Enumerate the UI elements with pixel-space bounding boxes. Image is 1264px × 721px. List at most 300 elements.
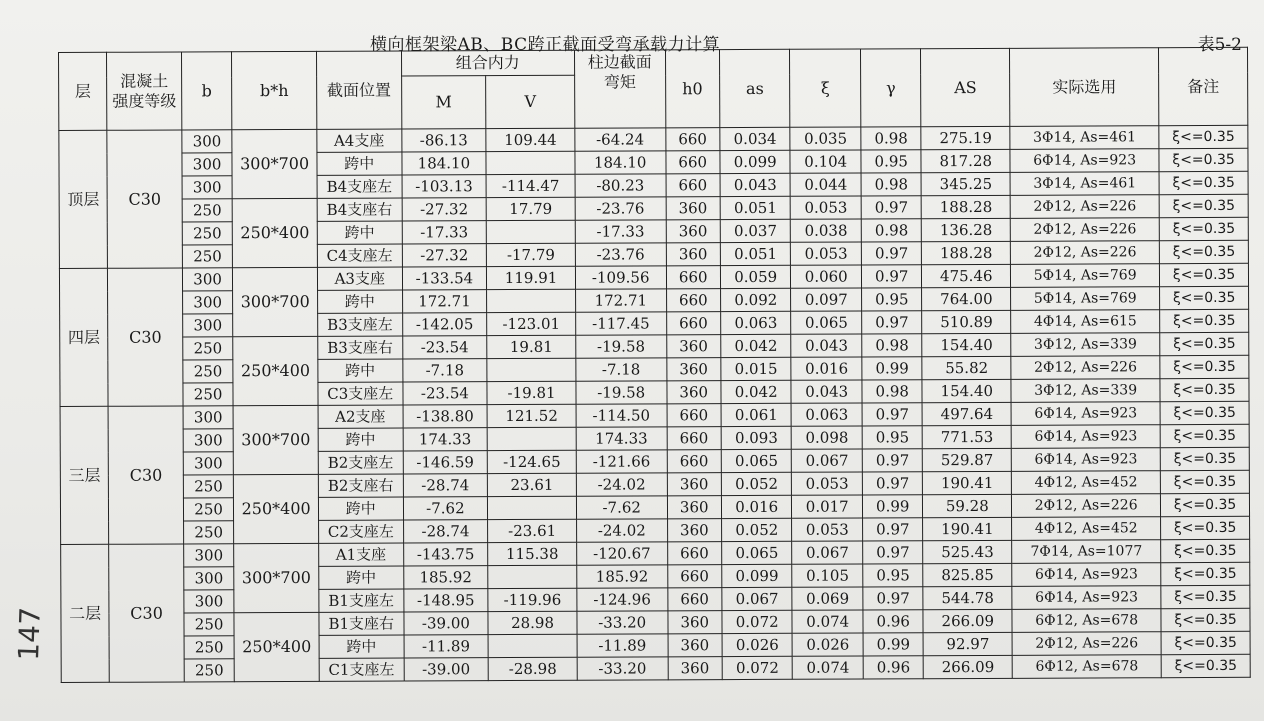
remark: ξ<=0.35 [1160, 355, 1249, 378]
column-edge-moment: -64.24 [575, 128, 666, 151]
as-value: 0.065 [722, 541, 793, 564]
section-position: B3支座右 [318, 336, 403, 359]
xi-value: 0.069 [792, 587, 863, 610]
xi-value: 0.060 [791, 265, 862, 288]
b-value: 250 [183, 498, 233, 521]
shear-V: 19.81 [487, 335, 576, 358]
actual-selection: 5Φ14, As=769 [1011, 287, 1160, 311]
as-value: 0.059 [720, 265, 791, 288]
shear-V: -23.61 [488, 519, 577, 542]
h0-value: 360 [666, 243, 721, 266]
column-edge-moment: -114.50 [576, 404, 667, 427]
h0-value: 660 [666, 266, 721, 289]
shear-V [487, 427, 576, 450]
moment-M: -23.54 [403, 382, 488, 405]
section-position: A2支座 [318, 405, 403, 428]
h0-value: 360 [666, 220, 721, 243]
as-value: 0.016 [721, 495, 792, 518]
header-gamma: γ [861, 49, 922, 127]
shear-V: -123.01 [487, 312, 576, 335]
b-value: 250 [183, 475, 233, 498]
header-layer: 层 [59, 52, 108, 130]
column-edge-moment: -121.66 [576, 450, 667, 473]
h0-value: 360 [668, 657, 723, 680]
gamma-value: 0.99 [863, 633, 924, 656]
actual-selection: 6Φ14, As=923 [1010, 149, 1159, 173]
shear-V [488, 565, 577, 588]
shear-V: -19.81 [487, 381, 576, 404]
remark: ξ<=0.35 [1161, 562, 1250, 585]
section-position: C3支座左 [318, 382, 403, 405]
AS-value: 497.64 [923, 402, 1012, 425]
AS-value: 275.19 [921, 126, 1010, 149]
xi-value: 0.074 [792, 610, 863, 633]
remark: ξ<=0.35 [1160, 332, 1249, 355]
section-position: B4支座左 [317, 175, 402, 198]
b-value: 250 [184, 613, 234, 636]
h0-value: 360 [667, 611, 722, 634]
shear-V: -28.98 [488, 657, 577, 680]
actual-selection: 2Φ12, As=226 [1010, 218, 1159, 242]
moment-M: -11.89 [404, 635, 489, 658]
layer-cell: 顶层 [59, 130, 108, 268]
as-value: 0.034 [720, 127, 791, 150]
h0-value: 660 [665, 151, 720, 174]
b-value: 300 [184, 567, 234, 590]
as-value: 0.052 [721, 518, 792, 541]
gamma-value: 0.99 [862, 357, 923, 380]
section-position: B1支座左 [319, 589, 404, 612]
h0-value: 360 [666, 335, 721, 358]
section-position: 跨中 [319, 635, 404, 658]
actual-selection: 6Φ14, As=923 [1012, 586, 1161, 610]
AS-value: 188.28 [922, 241, 1011, 264]
remark: ξ<=0.35 [1159, 217, 1248, 240]
header-h0: h0 [665, 50, 720, 128]
gamma-value: 0.97 [861, 242, 922, 265]
header-bh: b*h [232, 51, 317, 129]
header-internal-force: 组合内力 [401, 50, 574, 76]
gamma-value: 0.96 [863, 656, 924, 679]
layer-cell: 三层 [60, 406, 109, 544]
as-value: 0.092 [720, 288, 791, 311]
section-position: B3支座左 [318, 313, 403, 336]
remark: ξ<=0.35 [1161, 516, 1250, 539]
shear-V [488, 634, 577, 657]
as-value: 0.093 [721, 426, 792, 449]
remark: ξ<=0.35 [1161, 608, 1250, 631]
moment-M: -17.33 [402, 221, 487, 244]
shear-V [487, 358, 576, 381]
column-edge-moment: -80.23 [575, 174, 666, 197]
AS-value: 544.78 [923, 586, 1012, 609]
b-value: 300 [184, 544, 234, 567]
bh-cell: 300*700 [234, 543, 319, 612]
actual-selection: 2Φ12, As=226 [1010, 241, 1159, 265]
moment-M: -133.54 [402, 267, 487, 290]
gamma-value: 0.98 [861, 219, 922, 242]
xi-value: 0.105 [792, 564, 863, 587]
h0-value: 360 [667, 519, 722, 542]
AS-value: 188.28 [922, 195, 1011, 218]
remark: ξ<=0.35 [1160, 286, 1249, 309]
b-value: 250 [184, 636, 234, 659]
section-position: B1支座右 [319, 612, 404, 635]
xi-value: 0.098 [792, 426, 863, 449]
xi-value: 0.016 [791, 357, 862, 380]
header-grade-text: 混凝土 强度等级 [112, 71, 177, 111]
header-M: M [401, 76, 486, 129]
moment-M: -23.54 [402, 336, 487, 359]
moment-M: -142.05 [402, 313, 487, 336]
remark: ξ<=0.35 [1160, 401, 1249, 424]
header-b: b [181, 52, 232, 130]
remark: ξ<=0.35 [1160, 263, 1249, 286]
b-value: 300 [183, 452, 233, 475]
section-position: C1支座左 [319, 658, 404, 681]
layer-cell: 二层 [61, 544, 110, 682]
as-value: 0.026 [722, 633, 793, 656]
gamma-value: 0.95 [862, 288, 923, 311]
actual-selection: 6Φ12, As=678 [1012, 655, 1161, 679]
actual-selection: 6Φ14, As=923 [1011, 402, 1160, 426]
remark: ξ<=0.35 [1159, 125, 1248, 148]
AS-value: 190.41 [923, 471, 1012, 494]
remark: ξ<=0.35 [1161, 631, 1250, 654]
section-position: B2支座左 [318, 451, 403, 474]
b-value: 300 [182, 153, 232, 176]
column-edge-moment: -11.89 [577, 634, 668, 657]
b-value: 300 [183, 406, 233, 429]
gamma-value: 0.97 [862, 449, 923, 472]
column-edge-moment: -109.56 [575, 266, 666, 289]
remark: ξ<=0.35 [1161, 585, 1250, 608]
remark: ξ<=0.35 [1160, 424, 1249, 447]
gamma-value: 0.97 [862, 472, 923, 495]
column-edge-moment: 185.92 [577, 565, 668, 588]
moment-M: 184.10 [402, 152, 487, 175]
column-edge-moment: 174.33 [576, 427, 667, 450]
xi-value: 0.097 [791, 288, 862, 311]
gamma-value: 0.95 [861, 150, 922, 173]
header-AS: AS [921, 48, 1010, 126]
section-position: C2支座左 [318, 520, 403, 543]
b-value: 250 [183, 360, 233, 383]
column-edge-moment: 172.71 [575, 289, 666, 312]
actual-selection: 3Φ12, As=339 [1011, 379, 1160, 403]
column-edge-moment: -33.20 [577, 611, 668, 634]
remark: ξ<=0.35 [1161, 654, 1250, 677]
xi-value: 0.104 [790, 150, 861, 173]
xi-value: 0.053 [792, 472, 863, 495]
as-value: 0.015 [721, 357, 792, 380]
column-edge-moment: -117.45 [576, 312, 667, 335]
shear-V [488, 496, 577, 519]
bh-cell: 300*700 [232, 129, 317, 198]
actual-selection: 6Φ12, As=678 [1012, 609, 1161, 633]
xi-value: 0.043 [791, 334, 862, 357]
h0-value: 660 [665, 128, 720, 151]
xi-value: 0.053 [791, 242, 862, 265]
gamma-value: 0.97 [863, 587, 924, 610]
moment-M: 174.33 [403, 428, 488, 451]
shear-V: 28.98 [488, 611, 577, 634]
h0-value: 660 [666, 312, 721, 335]
gamma-value: 0.97 [861, 265, 922, 288]
column-edge-moment: -7.18 [576, 358, 667, 381]
column-edge-moment: -24.02 [576, 473, 667, 496]
AS-value: 510.89 [922, 310, 1011, 333]
b-value: 300 [182, 176, 232, 199]
shear-V: 115.38 [488, 542, 577, 565]
as-value: 0.065 [721, 449, 792, 472]
remark: ξ<=0.35 [1159, 171, 1248, 194]
bh-cell: 300*700 [233, 405, 318, 474]
as-value: 0.051 [720, 242, 791, 265]
xi-value: 0.067 [792, 541, 863, 564]
column-edge-moment: -23.76 [575, 197, 666, 220]
b-value: 300 [184, 590, 234, 613]
as-value: 0.051 [720, 196, 791, 219]
actual-selection: 3Φ12, As=339 [1011, 333, 1160, 357]
xi-value: 0.074 [793, 656, 864, 679]
section-position: 跨中 [317, 290, 402, 313]
h0-value: 360 [666, 381, 721, 404]
concrete-grade-cell: C30 [107, 130, 182, 268]
h0-value: 360 [667, 473, 722, 496]
column-edge-moment: -17.33 [575, 220, 666, 243]
column-edge-moment: -24.02 [576, 519, 667, 542]
remark: ξ<=0.35 [1159, 148, 1248, 171]
as-value: 0.099 [722, 564, 793, 587]
h0-value: 660 [666, 174, 721, 197]
shear-V: -17.79 [487, 243, 576, 266]
section-position: A3支座 [317, 267, 402, 290]
xi-value: 0.035 [790, 127, 861, 150]
actual-selection: 3Φ14, As=461 [1010, 126, 1159, 150]
header-column-moment-text: 柱边截面 弯矩 [587, 52, 652, 92]
gamma-value: 0.98 [861, 173, 922, 196]
section-position: B4支座右 [317, 198, 402, 221]
remark: ξ<=0.35 [1161, 470, 1250, 493]
moment-M: -28.74 [403, 474, 488, 497]
h0-value: 660 [667, 565, 722, 588]
b-value: 300 [182, 130, 232, 153]
shear-V: 23.61 [488, 473, 577, 496]
shear-V: 121.52 [487, 404, 576, 427]
AS-value: 154.40 [922, 333, 1011, 356]
moment-M: -103.13 [402, 175, 487, 198]
actual-selection: 3Φ14, As=461 [1010, 172, 1159, 196]
header-section: 截面位置 [316, 51, 401, 129]
gamma-value: 0.98 [862, 380, 923, 403]
b-value: 300 [183, 314, 233, 337]
h0-value: 360 [666, 358, 721, 381]
b-value: 300 [182, 268, 232, 291]
b-value: 250 [183, 337, 233, 360]
h0-value: 660 [667, 450, 722, 473]
as-value: 0.042 [721, 334, 792, 357]
gamma-value: 0.95 [862, 426, 923, 449]
remark: ξ<=0.35 [1161, 539, 1250, 562]
shear-V [486, 220, 575, 243]
remark: ξ<=0.35 [1159, 194, 1248, 217]
as-value: 0.042 [721, 380, 792, 403]
moment-M: -28.74 [403, 520, 488, 543]
AS-value: 475.46 [922, 264, 1011, 287]
actual-selection: 4Φ12, As=452 [1012, 517, 1161, 541]
AS-value: 154.40 [922, 379, 1011, 402]
gamma-value: 0.97 [862, 311, 923, 334]
section-position: A4支座 [317, 129, 402, 152]
gamma-value: 0.99 [862, 495, 923, 518]
h0-value: 360 [667, 496, 722, 519]
header-remark: 备注 [1159, 47, 1248, 125]
moment-M: 172.71 [402, 290, 487, 313]
table-body [59, 125, 1250, 682]
moment-M: -138.80 [403, 405, 488, 428]
h0-value: 360 [668, 634, 723, 657]
header-as: as [719, 49, 790, 127]
AS-value: 190.41 [923, 517, 1012, 540]
xi-value: 0.065 [791, 311, 862, 334]
shear-V: -119.96 [488, 588, 577, 611]
section-position: B2支座右 [318, 474, 403, 497]
moment-M: -7.62 [403, 497, 488, 520]
column-edge-moment: -120.67 [577, 542, 668, 565]
remark: ξ<=0.35 [1160, 447, 1249, 470]
section-position: 跨中 [318, 359, 403, 382]
shear-V [486, 151, 575, 174]
b-value: 300 [183, 429, 233, 452]
shear-V: 119.91 [487, 266, 576, 289]
h0-value: 660 [666, 289, 721, 312]
gamma-value: 0.97 [861, 196, 922, 219]
bh-cell: 250*400 [234, 612, 319, 681]
b-value: 250 [183, 383, 233, 406]
section-position: A1支座 [319, 543, 404, 566]
xi-value: 0.044 [791, 173, 862, 196]
column-edge-moment: 184.10 [575, 151, 666, 174]
header-actual-selection: 实际选用 [1010, 48, 1159, 127]
xi-value: 0.053 [792, 518, 863, 541]
section-position: 跨中 [317, 221, 402, 244]
AS-value: 825.85 [923, 563, 1012, 586]
gamma-value: 0.97 [863, 541, 924, 564]
section-position: C4支座左 [317, 244, 402, 267]
section-position: 跨中 [318, 428, 403, 451]
column-edge-moment: -7.62 [576, 496, 667, 519]
shear-V: -124.65 [487, 450, 576, 473]
bh-cell: 300*700 [233, 267, 318, 336]
column-edge-moment: -19.58 [576, 335, 667, 358]
as-value: 0.063 [721, 311, 792, 334]
table-number: 表5-2 [1197, 35, 1242, 55]
remark: ξ<=0.35 [1160, 378, 1249, 401]
h0-value: 660 [667, 542, 722, 565]
as-value: 0.043 [720, 173, 791, 196]
xi-value: 0.043 [791, 380, 862, 403]
bh-cell: 250*400 [233, 336, 318, 405]
actual-selection: 2Φ12, As=226 [1012, 494, 1161, 518]
concrete-grade-cell: C30 [109, 544, 184, 682]
moment-M: 185.92 [403, 566, 488, 589]
AS-value: 136.28 [922, 218, 1011, 241]
remark: ξ<=0.35 [1161, 493, 1250, 516]
AS-value: 55.82 [922, 356, 1011, 379]
b-value: 250 [182, 222, 232, 245]
header-xi: ξ [790, 49, 861, 127]
gamma-value: 0.98 [862, 334, 923, 357]
b-value: 250 [183, 521, 233, 544]
gamma-value: 0.97 [862, 403, 923, 426]
shear-V: -114.47 [486, 174, 575, 197]
table-title: 横向框架梁AB、BC跨正截面受弯承载力计算 [370, 35, 721, 55]
xi-value: 0.026 [793, 633, 864, 656]
gamma-value: 0.98 [861, 127, 922, 150]
bh-cell: 250*400 [234, 474, 319, 543]
remark: ξ<=0.35 [1160, 309, 1249, 332]
actual-selection: 6Φ14, As=923 [1012, 563, 1161, 587]
flexural-capacity-table [58, 47, 1251, 683]
actual-selection: 2Φ12, As=226 [1010, 195, 1159, 219]
AS-value: 59.28 [923, 494, 1012, 517]
as-value: 0.061 [721, 403, 792, 426]
actual-selection: 2Φ12, As=226 [1011, 356, 1160, 380]
moment-M: -27.32 [402, 244, 487, 267]
shear-V: 109.44 [486, 128, 575, 151]
bh-cell: 250*400 [232, 198, 317, 267]
AS-value: 266.09 [923, 609, 1012, 632]
h0-value: 660 [667, 427, 722, 450]
h0-value: 660 [667, 404, 722, 427]
header-V: V [486, 75, 575, 128]
moment-M: -148.95 [403, 589, 488, 612]
moment-M: -39.00 [404, 612, 489, 635]
AS-value: 771.53 [923, 425, 1012, 448]
AS-value: 266.09 [924, 655, 1013, 678]
section-position: 跨中 [318, 497, 403, 520]
column-edge-moment: -33.20 [577, 657, 668, 680]
xi-value: 0.017 [792, 495, 863, 518]
concrete-grade-cell: C30 [108, 268, 183, 406]
AS-value: 817.28 [921, 149, 1010, 172]
xi-value: 0.053 [791, 196, 862, 219]
h0-value: 660 [667, 588, 722, 611]
section-position: 跨中 [317, 152, 402, 175]
actual-selection: 2Φ12, As=226 [1012, 632, 1161, 656]
column-edge-moment: -23.76 [575, 243, 666, 266]
column-edge-moment: -19.58 [576, 381, 667, 404]
gamma-value: 0.95 [863, 564, 924, 587]
shear-V [487, 289, 576, 312]
actual-selection: 5Φ14, As=769 [1011, 264, 1160, 288]
actual-selection: 4Φ12, As=452 [1011, 471, 1160, 495]
b-value: 250 [184, 659, 234, 682]
moment-M: -7.18 [402, 359, 487, 382]
AS-value: 525.43 [923, 540, 1012, 563]
AS-value: 764.00 [922, 287, 1011, 310]
actual-selection: 6Φ14, As=923 [1011, 448, 1160, 472]
AS-value: 92.97 [924, 632, 1013, 655]
AS-value: 529.87 [923, 448, 1012, 471]
as-value: 0.072 [722, 610, 793, 633]
moment-M: -86.13 [401, 129, 486, 152]
moment-M: -146.59 [403, 451, 488, 474]
as-value: 0.037 [720, 219, 791, 242]
actual-selection: 7Φ14, As=1077 [1012, 540, 1161, 564]
gamma-value: 0.96 [863, 610, 924, 633]
